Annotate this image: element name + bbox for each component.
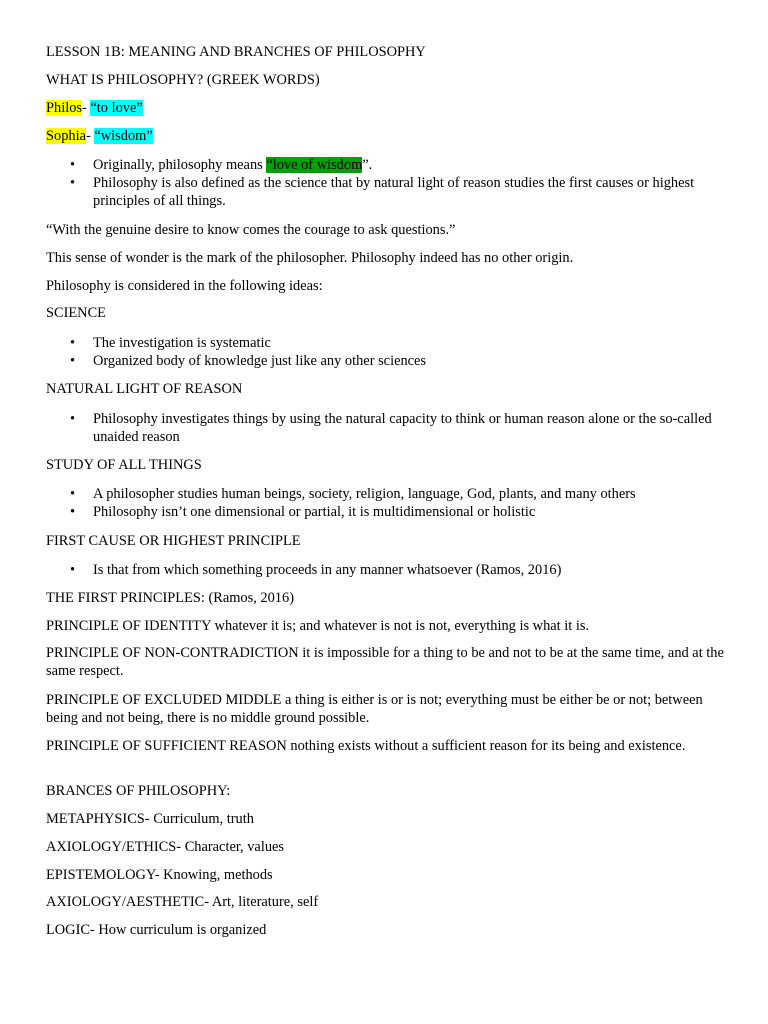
term-meaning: “to love” xyxy=(90,100,143,116)
term-word: Philos xyxy=(46,100,82,116)
considered-paragraph: Philosophy is considered in the following ideas: xyxy=(46,278,323,294)
science-list xyxy=(46,334,726,370)
section-heading-natural-light: NATURAL LIGHT OF REASON xyxy=(46,381,243,397)
definition-list xyxy=(46,156,726,210)
first-principles-heading: THE FIRST PRINCIPLES: (Ramos, 2016) xyxy=(46,590,294,606)
list-item: • Is that from which something proceeds in any manner whatsoever (Ramos, 2016) xyxy=(46,561,726,579)
term-meaning: “wisdom” xyxy=(94,128,153,144)
first-cause-list xyxy=(46,561,726,579)
principle-sufficient-reason: PRINCIPLE OF SUFFICIENT REASON nothing exists without a sufficient reason for its being and existence. xyxy=(46,738,686,754)
list-item: • Organized body of knowledge just like any other sciences xyxy=(46,352,726,370)
list-item: • The investigation is systematic xyxy=(46,334,726,352)
lesson-title: LESSON 1B: MEANING AND BRANCHES OF PHILOSOPHY xyxy=(46,44,426,60)
branch-logic: LOGIC- How curriculum is organized xyxy=(46,922,267,938)
quote: “With the genuine desire to know comes the courage to ask questions.” xyxy=(46,222,456,238)
greek-term-sophia xyxy=(46,127,153,145)
branches-heading: BRANCES OF PHILOSOPHY: xyxy=(46,783,231,799)
term-word: Sophia xyxy=(46,128,86,144)
branch-metaphysics: METAPHYSICS- Curriculum, truth xyxy=(46,811,254,827)
term-separator: - xyxy=(85,128,95,144)
list-item: • A philosopher studies human beings, society, religion, language, God, plants, and many others xyxy=(46,485,726,503)
section-heading-science: SCIENCE xyxy=(46,305,106,321)
study-list xyxy=(46,485,726,521)
branch-epistemology: EPISTEMOLOGY- Knowing, methods xyxy=(46,867,273,883)
wonder-paragraph: This sense of wonder is the mark of the philosopher. Philosophy indeed has no other origin. xyxy=(46,250,574,266)
greek-term-philos xyxy=(46,99,143,117)
principle-non-contradiction: PRINCIPLE OF NON-CONTRADICTION it is impossible for a thing to be and not to be at the same time, and at the same respect. xyxy=(46,645,724,679)
what-is-heading: WHAT IS PHILOSOPHY? (GREEK WORDS) xyxy=(46,72,320,88)
section-heading-first-cause: FIRST CAUSE OR HIGHEST PRINCIPLE xyxy=(46,533,301,549)
principle-identity: PRINCIPLE OF IDENTITY whatever it is; and whatever is not is not, everything is what it is. xyxy=(46,618,590,634)
love-of-wisdom-highlight: “love of wisdom xyxy=(266,157,363,173)
natural-light-list xyxy=(46,410,726,446)
term-separator: - xyxy=(82,100,91,116)
section-heading-study: STUDY OF ALL THINGS xyxy=(46,457,202,473)
list-item: • Philosophy isn’t one dimensional or partial, it is multidimensional or holistic xyxy=(46,503,726,521)
list-item: • Philosophy is also defined as the science that by natural light of reason studies the first causes or highest principles of all things. xyxy=(46,174,726,210)
list-item: • Philosophy investigates things by using the natural capacity to think or human reason alone or the so-called unaided reason xyxy=(46,410,726,446)
principle-excluded-middle: PRINCIPLE OF EXCLUDED MIDDLE a thing is either is or is not; everything must be either be or not; between being and not being, there is no middle ground possible. xyxy=(46,692,703,726)
branch-ethics: AXIOLOGY/ETHICS- Character, values xyxy=(46,839,285,855)
list-item: • Originally, philosophy means “love of wisdom”. xyxy=(46,156,726,174)
branch-aesthetic: AXIOLOGY/AESTHETIC- Art, literature, self xyxy=(46,894,319,910)
